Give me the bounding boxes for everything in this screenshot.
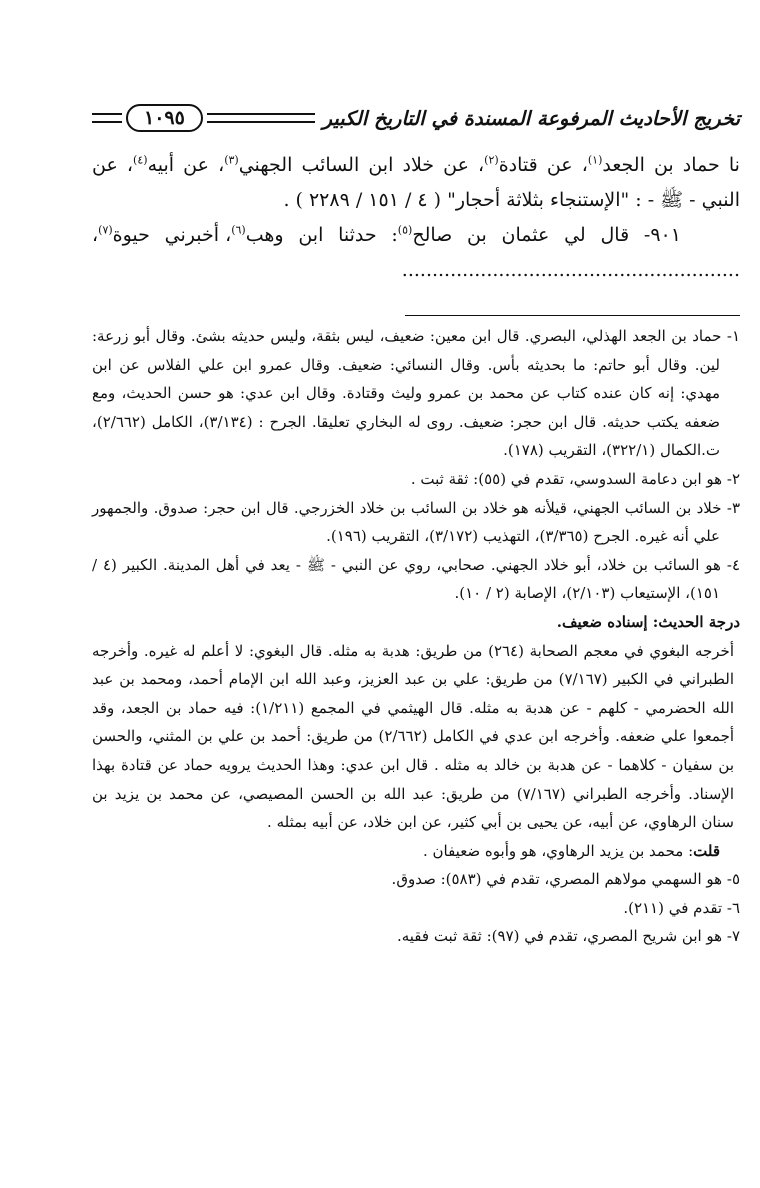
hadith-901-text: ٩٠١- قال لي عثمان بن صالح$^{(٥)}$: حدثنا ابن وهب$^{(٦)}$، أخبرني حيوة$^{(٧)}$، ........................................................ xyxy=(92,223,740,281)
footnote-2: ٢- هو ابن دعامة السدوسي، تقدم في (٥٥): ثقة ثبت . xyxy=(410,469,740,488)
footnote-ref-3[interactable]: (٣) xyxy=(224,153,239,167)
qult-label: قلت xyxy=(693,841,720,860)
hadith-grade: درجة الحديث: إسناده ضعيف. xyxy=(556,612,740,631)
header-rule xyxy=(207,113,315,123)
footnote-6: ٦- تقدم في (٢١١). xyxy=(623,898,740,917)
running-title: تخريج الأحاديث المرفوعة المسندة في التاريخ الكبير xyxy=(322,106,740,130)
footnote-ref-1[interactable]: (١) xyxy=(587,153,603,167)
takhrij-paragraph: أخرجه البغوي في معجم الصحابة (٢٦٤) من طريق: هدبة به مثله. قال البغوي: لا أعلم له غيره. وأخرجه الطبراني في الكبير (٧/١٦٧) من طريق: علي بن عبد العزيز، وعبد الله ابن الإمام أحمد، ومحمد بن عبد الله الحضرمي - كلهم - عن هدبة به مثله. قال الهيثمي في المجمع (١/٢١١): فيه حماد بن الجعد، وقد أجمعوا علي ضعفه. وأخرجه ابن عدي في الكامل (٢/٦٦٢) من طريق: أحمد بن علي بن المثني، والحسن بن سفيان - كلاهما - عن هدبة بن خالد به مثله . قال ابن عدي: وهذا الحديث يرويه حماد عن قتادة بهذا الإسناد. وأخرجه الطبراني (٧/١٦٧) من طريق: عبد الله بن الحسن المصيصي، عن محمد بن يزيد بن سنان الرهاوي، عن أبيه، عن يحيى بن أبي كثير، عن ابن خلاد، عن أبيه بمثله . xyxy=(92,641,735,832)
hadith-900-text: نا حماد بن الجعد$^{(١)}$، عن قتادة$^{(٢)}$، عن خلاد ابن السائب الجهني$^{(٣)}$، عن أبيه$^{(٤)}$، عن النبي - ﷺ - : "الإستنجاء بثلاثة أحجار" ( ٤ / ١٥١ / ٢٢٨٩ ) . xyxy=(92,153,740,211)
footnote-ref-7[interactable]: (٧) xyxy=(98,223,113,237)
qult-text: : محمد بن يزيد الرهاوي، هو وأبوه ضعيفان . xyxy=(422,841,694,860)
footnote-4: ٤- هو السائب بن خلاد، أبو خلاد الجهني. صحابي، روي عن النبي - ﷺ - يعد في أهل المدينة. الكبير (٤ /١٥١)، الإستيعاب (٢/١٠٣)، الإصابة (٢ / ١٠). xyxy=(92,555,740,603)
footnote-7: ٧- هو ابن شريح المصري، تقدم في (٩٧): ثقة ثبت فقيه. xyxy=(396,927,740,946)
footnote-1: ١- حماد بن الجعد الهذلي، البصري. قال ابن معين: ضعيف، ليس بثقة، وليس حديثه بشئ. وقال أبو زرعة: لين. وقال أبو حاتم: ما بحديثه بأس. وقال النسائي: ضعيف. وقال عمرو ابن علي الفلاس عن ابن مهدي: إنه كان عنده كتاب عن محمد بن عمرو وليث وقتادة. وقال ابن عدي: هو حسن الحديث، ومع ضعفه يكتب حديثه. قال ابن حجر: ضعيف. روى له البخاري تعليقا. الجرح : (٣/١٣٤)، الكامل (٢/٦٦٢)، ت.الكمال (٣٢٢/١)، التقريب (١٧٨). xyxy=(92,327,740,460)
footnote-5: ٥- هو السهمي مولاهم المصري، تقدم في (٥٨٣): صدوق. xyxy=(391,870,740,889)
footnotes xyxy=(92,322,740,951)
footnote-ref-2[interactable]: (٢) xyxy=(484,153,499,167)
main-text xyxy=(92,148,740,288)
footnote-divider xyxy=(405,315,740,316)
hadith-number: ٩٠١- xyxy=(643,224,681,246)
footnote-ref-6[interactable]: (٦) xyxy=(231,223,246,237)
qult-note xyxy=(92,837,740,866)
footnote-ref-4[interactable]: (٤) xyxy=(133,153,148,167)
page-header xyxy=(92,98,740,138)
header-rule-end xyxy=(92,113,122,123)
footnote-ref-5[interactable]: (٥) xyxy=(397,223,413,237)
page-number: ١٠٩٥ xyxy=(126,104,203,132)
footnote-3: ٣- خلاد بن السائب الجهني، قيلأنه هو خلاد بن السائب بن خلاد الخزرجي. قال ابن حجر: صدوق. والجمهور علي أنه غيره. الجرح (٣/٣٦٥)، التهذيب (٣/١٧٢)، التقريب (١٩٦). xyxy=(92,498,740,546)
